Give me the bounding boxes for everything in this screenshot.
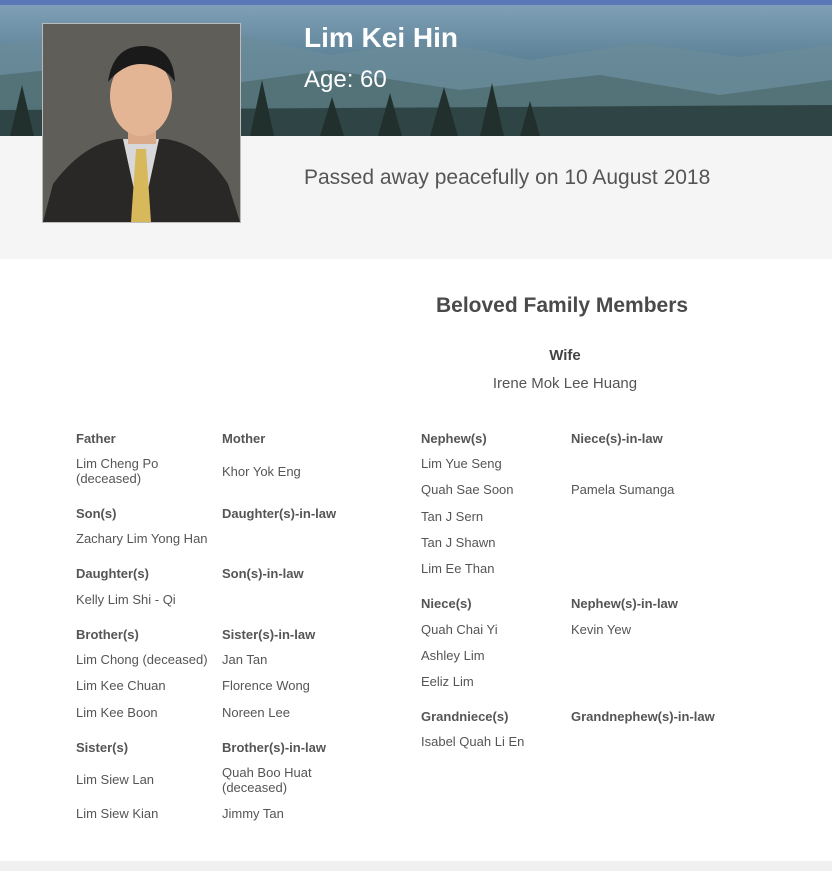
father-status: (deceased) [76,471,142,486]
portrait-photo [42,23,241,223]
family-section-title: Beloved Family Members [436,294,689,317]
sister-name-2: Lim Siew Kian [76,806,159,821]
grandnieces-label: Grandniece(s) [421,709,509,724]
nephew-name-3: Tan J Sern [421,509,484,524]
deceased-age: Age: 60 [304,66,387,93]
nieces-label: Niece(s) [421,596,472,611]
nieces-in-law-label: Niece(s)-in-law [571,431,663,446]
mother-name: Khor Yok Eng [222,464,301,479]
niece-in-law-name: Pamela Sumanga [571,482,675,497]
grandniece-name: Isabel Quah Li En [421,734,525,749]
father-name: Lim Cheng Po [76,456,159,471]
sister-in-law-name-1: Jan Tan [222,652,268,667]
sons-in-law-label: Son(s)-in-law [222,566,304,581]
daughter-name: Kelly Lim Shi - Qi [76,592,176,607]
nephew-name-5: Lim Ee Than [421,561,495,576]
brothers-label: Brother(s) [76,627,139,642]
brother-in-law-status-1: (deceased) [222,780,288,795]
sisters-label: Sister(s) [76,740,129,755]
sister-in-law-name-3: Noreen Lee [222,705,290,720]
brother-in-law-name-2: Jimmy Tan [222,806,284,821]
wife-label: Wife [549,347,581,364]
grandnephews-in-law-label: Grandnephew(s)-in-law [571,709,715,724]
nephews-in-law-label: Nephew(s)-in-law [571,596,678,611]
niece-name-1: Quah Chai Yi [421,622,498,637]
father-label: Father [76,431,116,446]
sister-name-1: Lim Siew Lan [76,772,155,787]
nephew-name-2: Quah Sae Soon [421,482,514,497]
footer-strip [0,861,832,871]
daughters-in-law-label: Daughter(s)-in-law [222,506,337,521]
brothers-in-law-label: Brother(s)-in-law [222,740,326,755]
nephew-in-law-name: Kevin Yew [571,622,631,637]
passing-notice: Passed away peacefully on 10 August 2018 [304,166,711,189]
niece-name-3: Eeliz Lim [421,674,474,689]
brother-name-1: Lim Chong (deceased) [76,652,208,667]
mother-label: Mother [222,431,266,446]
sisters-in-law-label: Sister(s)-in-law [222,627,316,642]
son-name: Zachary Lim Yong Han [76,531,208,546]
sons-label: Son(s) [76,506,117,521]
deceased-name: Lim Kei Hin [304,22,459,53]
brother-in-law-name-1: Quah Boo Huat [222,765,312,780]
sister-in-law-name-2: Florence Wong [222,678,310,693]
nephews-label: Nephew(s) [421,431,487,446]
brother-name-2: Lim Kee Chuan [76,678,166,693]
daughters-label: Daughter(s) [76,566,149,581]
niece-name-2: Ashley Lim [421,648,485,663]
brother-name-3: Lim Kee Boon [76,705,158,720]
wife-name: Irene Mok Lee Huang [492,375,638,392]
nephew-name-1: Lim Yue Seng [421,456,502,471]
nephew-name-4: Tan J Shawn [421,535,496,550]
